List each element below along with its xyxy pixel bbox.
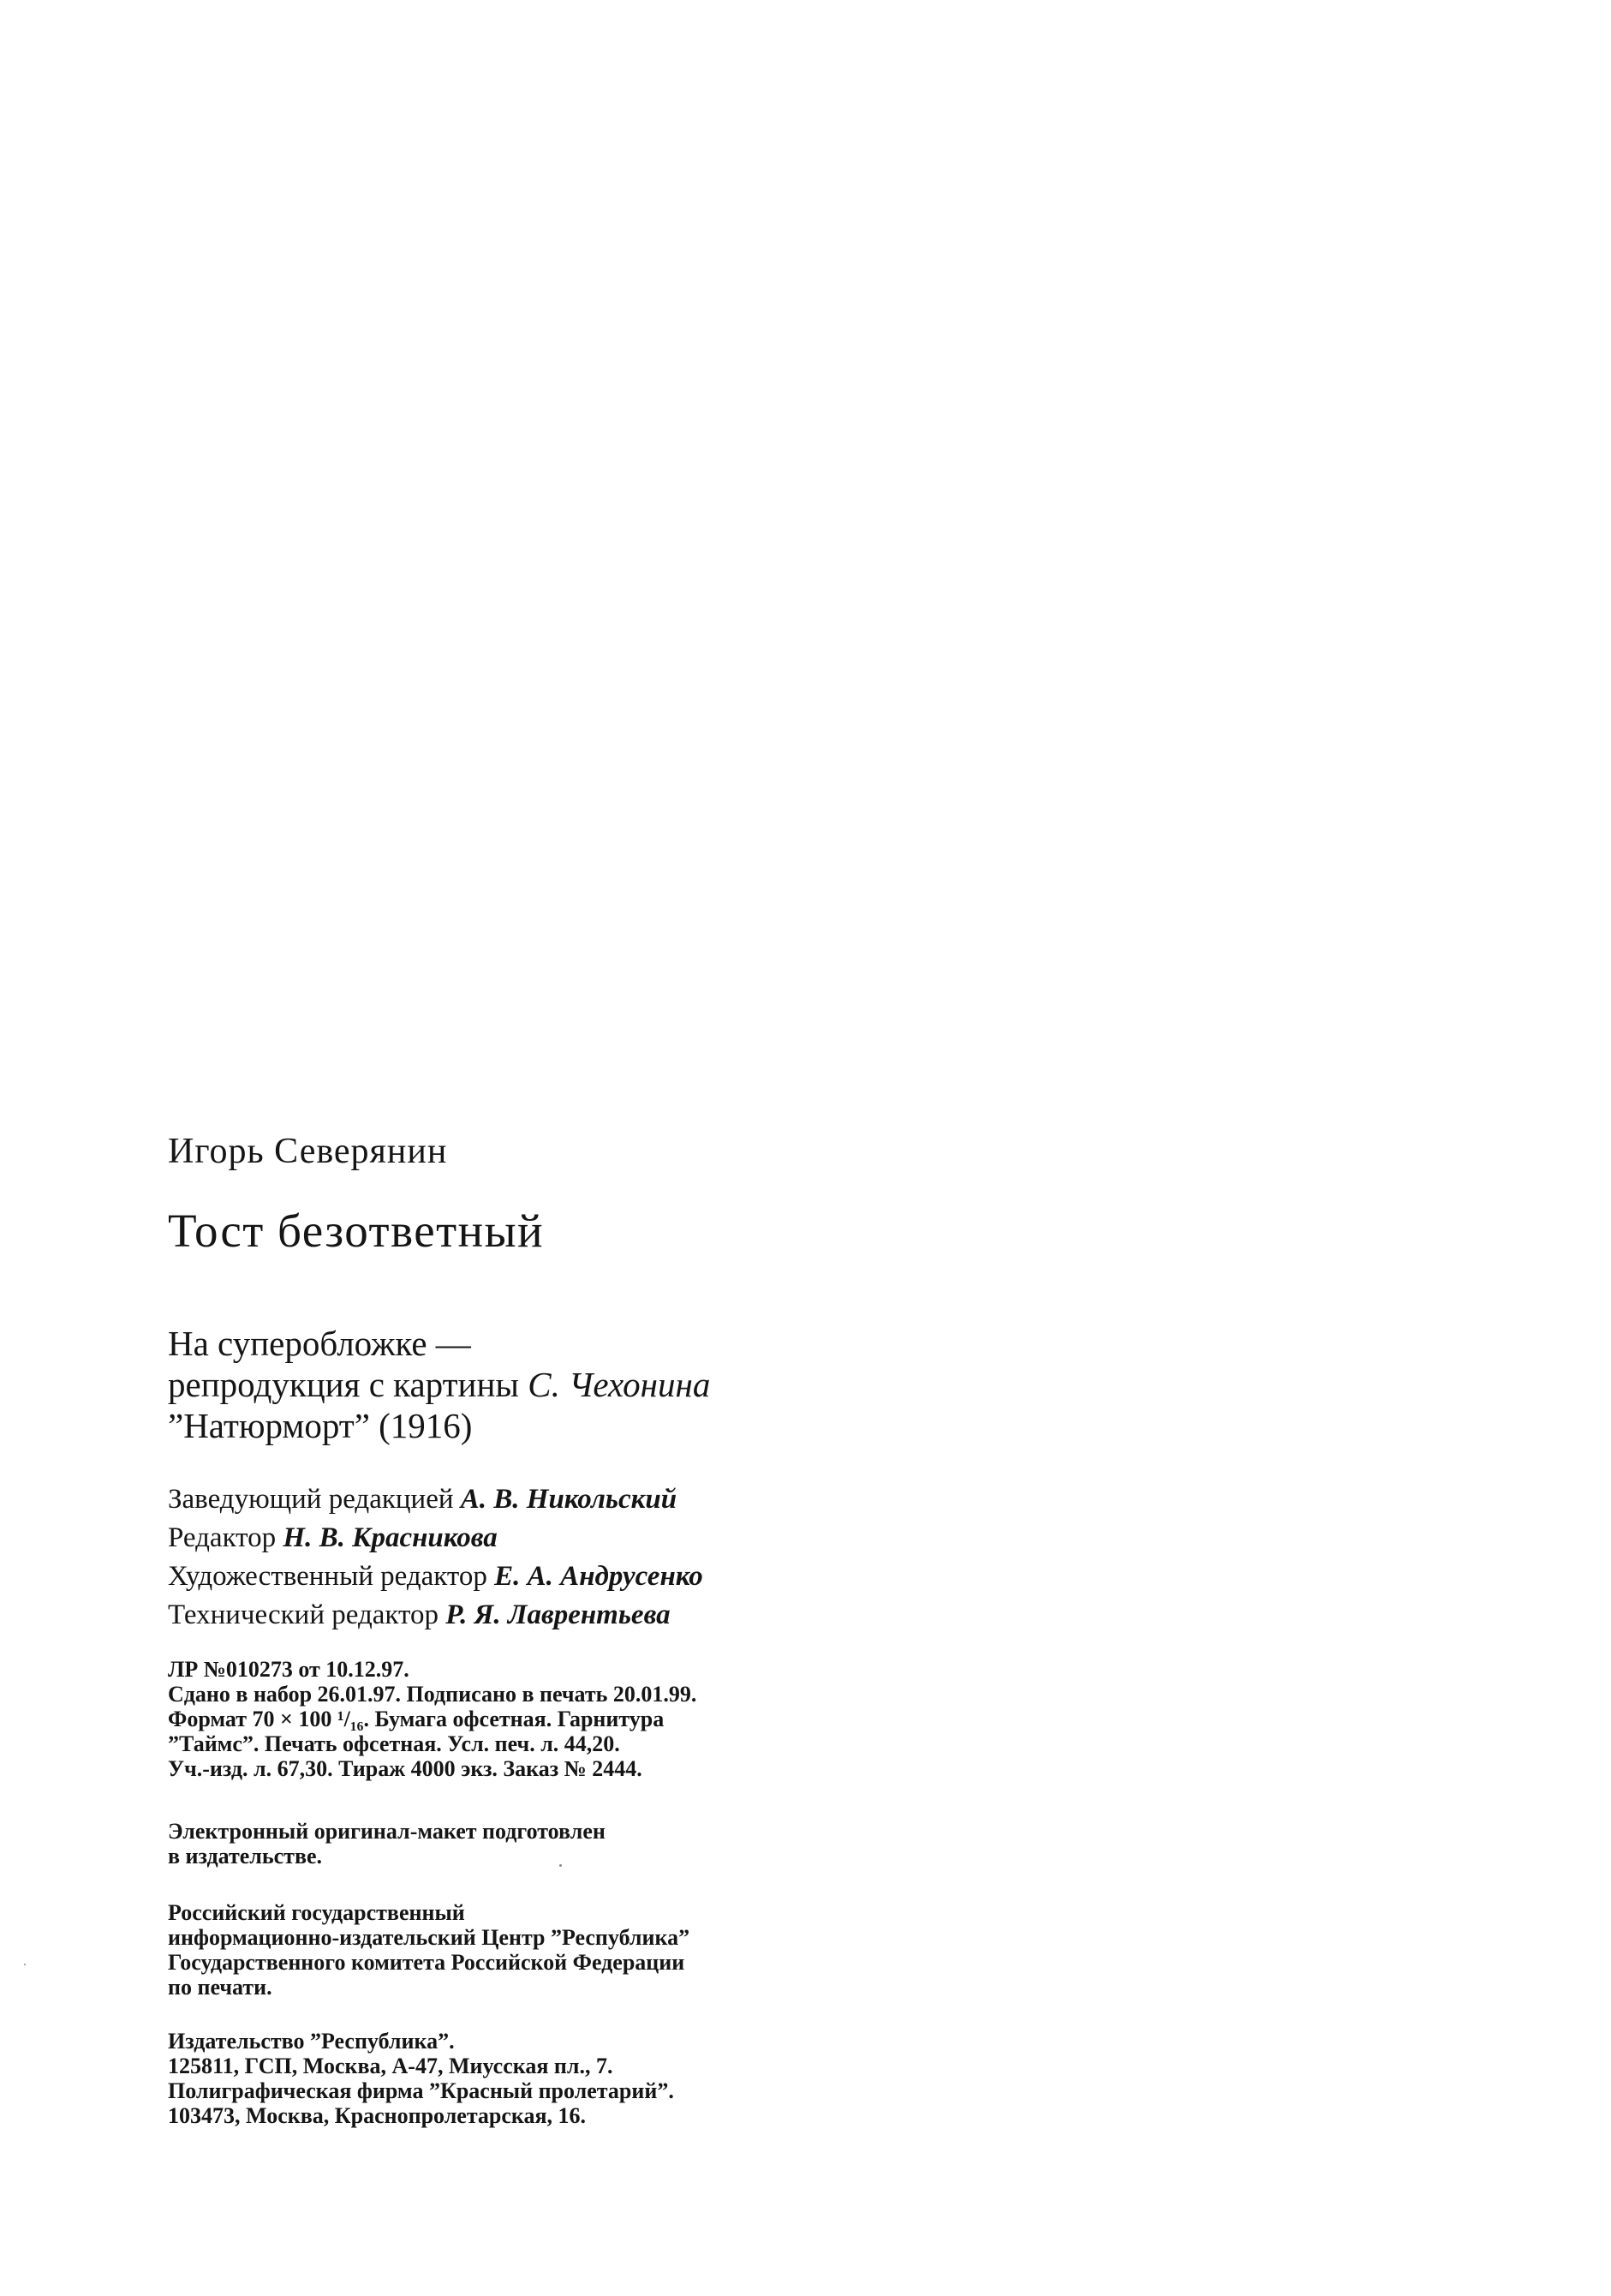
cover-note-line-3 xyxy=(168,1405,1024,1446)
credit-role: Художественный редактор xyxy=(168,1561,495,1592)
scan-speck xyxy=(559,1864,562,1867)
scan-speck xyxy=(24,1964,26,1965)
credit-name: А. В. Никольский xyxy=(460,1484,677,1515)
imprint-line: Сдано в набор 26.01.97. Подписано в печать 20.01.99. xyxy=(168,1682,697,1707)
credit-row xyxy=(168,1596,1024,1635)
layout-note-line: Электронный оригинал-макет подготовлен xyxy=(168,1819,606,1844)
publisher-line: 103473, Москва, Краснопролетарская, 16. xyxy=(168,2103,587,2128)
cover-note xyxy=(168,1323,1024,1446)
credit-row xyxy=(168,1558,1024,1596)
credit-role: Заведующий редакцией xyxy=(168,1484,461,1515)
center-line: Государственного комитета Российской Федерации xyxy=(168,1950,685,1975)
cover-artist-name: С. Чехонина xyxy=(528,1365,711,1404)
credit-row xyxy=(168,1480,1024,1519)
cover-work-year: (1916) xyxy=(369,1406,473,1445)
book-title: Тост безответный xyxy=(168,1205,544,1257)
imprint-line: Формат 70 × 100 ¹/₁₆. Бумага офсетная. Гарнитура xyxy=(168,1707,665,1731)
center-line: Российский государственный xyxy=(168,1900,465,1925)
credit-name: Р. Я. Лаврентьева xyxy=(445,1599,671,1630)
credit-name: Е. А. Андрусенко xyxy=(494,1561,703,1592)
cover-work-title: ”Натюрморт” xyxy=(168,1406,370,1445)
imprint-line: Уч.-изд. л. 67,30. Тираж 4000 экз. Заказ № 2444. xyxy=(168,1756,642,1781)
print-imprint xyxy=(168,1657,1024,1781)
publisher-address xyxy=(168,2029,1024,2128)
credit-role: Редактор xyxy=(168,1522,283,1553)
imprint-line: ЛР №010273 от 10.12.97. xyxy=(168,1657,409,1682)
imprint-line: ”Таймс”. Печать офсетная. Усл. печ. л. 44,20. xyxy=(168,1731,620,1756)
author-name: Игорь Северянин xyxy=(168,1132,448,1171)
publisher-line: 125811, ГСП, Москва, А-47, Миусская пл., 7. xyxy=(168,2054,613,2078)
center-line: по печати. xyxy=(168,1975,272,2000)
cover-note-line-2 xyxy=(168,1364,1024,1405)
credit-row xyxy=(168,1519,1024,1558)
credit-role: Технический редактор xyxy=(168,1599,446,1630)
cover-note-line-1: На суперобложке — xyxy=(168,1324,471,1363)
cover-note-prefix: репродукция с картины xyxy=(168,1365,528,1404)
layout-note xyxy=(168,1819,1024,1868)
credit-name: Н. В. Красникова xyxy=(283,1522,498,1553)
publishing-center xyxy=(168,1900,1024,2000)
publisher-line: Полиграфическая фирма ”Красный пролетарий”. xyxy=(168,2078,674,2103)
center-line: информационно-издательский Центр ”Республика” xyxy=(168,1925,690,1950)
publisher-line: Издательство ”Республика”. xyxy=(168,2029,455,2054)
editorial-credits xyxy=(168,1480,1024,1635)
layout-note-line: в издательстве. xyxy=(168,1844,323,1868)
